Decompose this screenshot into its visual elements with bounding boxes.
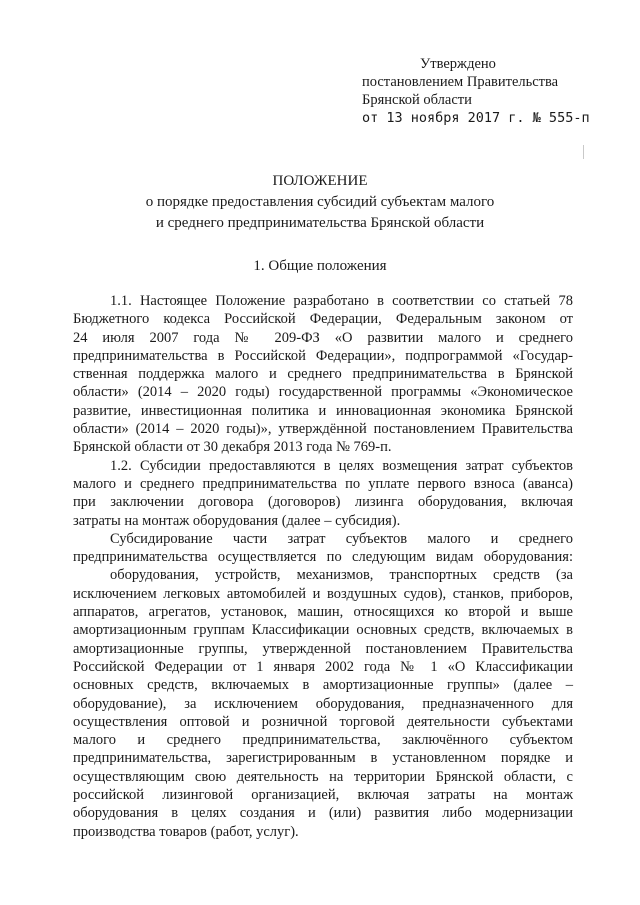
body-line: оборудование), за исключением оборудования, предназначенного для bbox=[73, 695, 573, 712]
body-line: основных средств, включаемых в амортизационные группы» (далее – bbox=[73, 677, 573, 694]
title-heading: ПОЛОЖЕНИЕ bbox=[272, 173, 368, 189]
body-line: оборудования в целях создания и (или) развития либо модернизации bbox=[73, 805, 573, 822]
body-line: при заключении договора (договоров) лизинга оборудования, включая bbox=[73, 494, 573, 511]
body-line: 1.2. Субсидии предоставляются в целях возмещения затрат субъектов bbox=[110, 457, 573, 474]
body-line: Брянской области от 30 декабря 2013 года № 769-п. bbox=[73, 439, 392, 456]
body-line: малого и среднего предпринимательства по уплате первого взноса (аванса) bbox=[73, 475, 573, 492]
body-line: Бюджетного кодекса Российской Федерации, Федеральным законом от bbox=[73, 311, 573, 328]
body-line: амортизационные группы, утвержденной постановлением Правительства bbox=[73, 640, 573, 657]
body-line: развитие, инвестиционная политика и инновационная экономика Брянской bbox=[73, 402, 573, 419]
body-line: затраты на монтаж оборудования (далее – субсидия). bbox=[73, 512, 401, 529]
approval-line-resolution: постановлением Правительства bbox=[362, 74, 559, 90]
body-line: Российской Федерации от 1 января 2002 года № 1 «О Классификации bbox=[73, 658, 573, 675]
body-line: области» (2014 – 2020 годы)», утверждённой постановлением Правительства bbox=[73, 421, 573, 438]
scan-mark bbox=[583, 145, 584, 159]
body-line: амортизационным группам Классификации основных средств, включаемых в bbox=[73, 622, 573, 639]
body-line: оборудования, устройств, механизмов, транспортных средств (за bbox=[110, 567, 573, 584]
body-line: российской лизинговой организацией, включая затраты на монтаж bbox=[73, 787, 573, 804]
body-line: Субсидирование части затрат субъектов малого и среднего bbox=[110, 530, 573, 547]
document-title bbox=[60, 171, 580, 234]
body-line: 1.1. Настоящее Положение разработано в соответствии со статьей 78 bbox=[110, 293, 573, 309]
body-line: производства товаров (работ, услуг). bbox=[73, 823, 299, 840]
body-line: 24 июля 2007 года № 209-ФЗ «О развитии малого и среднего bbox=[73, 329, 573, 346]
body-line: предпринимательства осуществляется по следующим видам оборудования: bbox=[73, 549, 573, 566]
body-line: исключением легковых автомобилей и воздушных судов), станков, приборов, bbox=[73, 585, 573, 602]
body-line: осуществляющим свою деятельность на территории Брянской области, с bbox=[73, 768, 573, 785]
body-line: предпринимательства, зарегистрированным в установленном порядке и bbox=[73, 750, 573, 767]
body-line: ственная поддержка малого и среднего предпринимательства в Брянской bbox=[73, 366, 573, 383]
approval-line-date-number: от 13 ноября 2017 г. № 555-п bbox=[362, 110, 590, 126]
section-heading: 1. Общие положения bbox=[253, 258, 387, 274]
approval-stamp bbox=[362, 55, 632, 127]
document-body bbox=[73, 292, 573, 841]
title-subtitle-line-2: и среднего предпринимательства Брянской области bbox=[155, 215, 485, 231]
body-line: области» (2014 – 2020 годы) государственной программы «Экономическое bbox=[73, 384, 573, 401]
approval-line-approved: Утверждено bbox=[420, 56, 496, 72]
body-line: предпринимательства в Российской Федерации», подпрограммой «Государ- bbox=[73, 347, 573, 364]
body-line: аппаратов, агрегатов, установок, машин, относящихся ко второй и выше bbox=[73, 604, 573, 621]
approval-line-region: Брянской области bbox=[362, 92, 472, 108]
body-line: малого и среднего предпринимательства, заключённого субъектом bbox=[73, 732, 573, 749]
body-line: осуществления оптовой и розничной торговой деятельности субъектами bbox=[73, 713, 573, 730]
title-subtitle-line-1: о порядке предоставления субсидий субъектам малого bbox=[145, 194, 495, 210]
